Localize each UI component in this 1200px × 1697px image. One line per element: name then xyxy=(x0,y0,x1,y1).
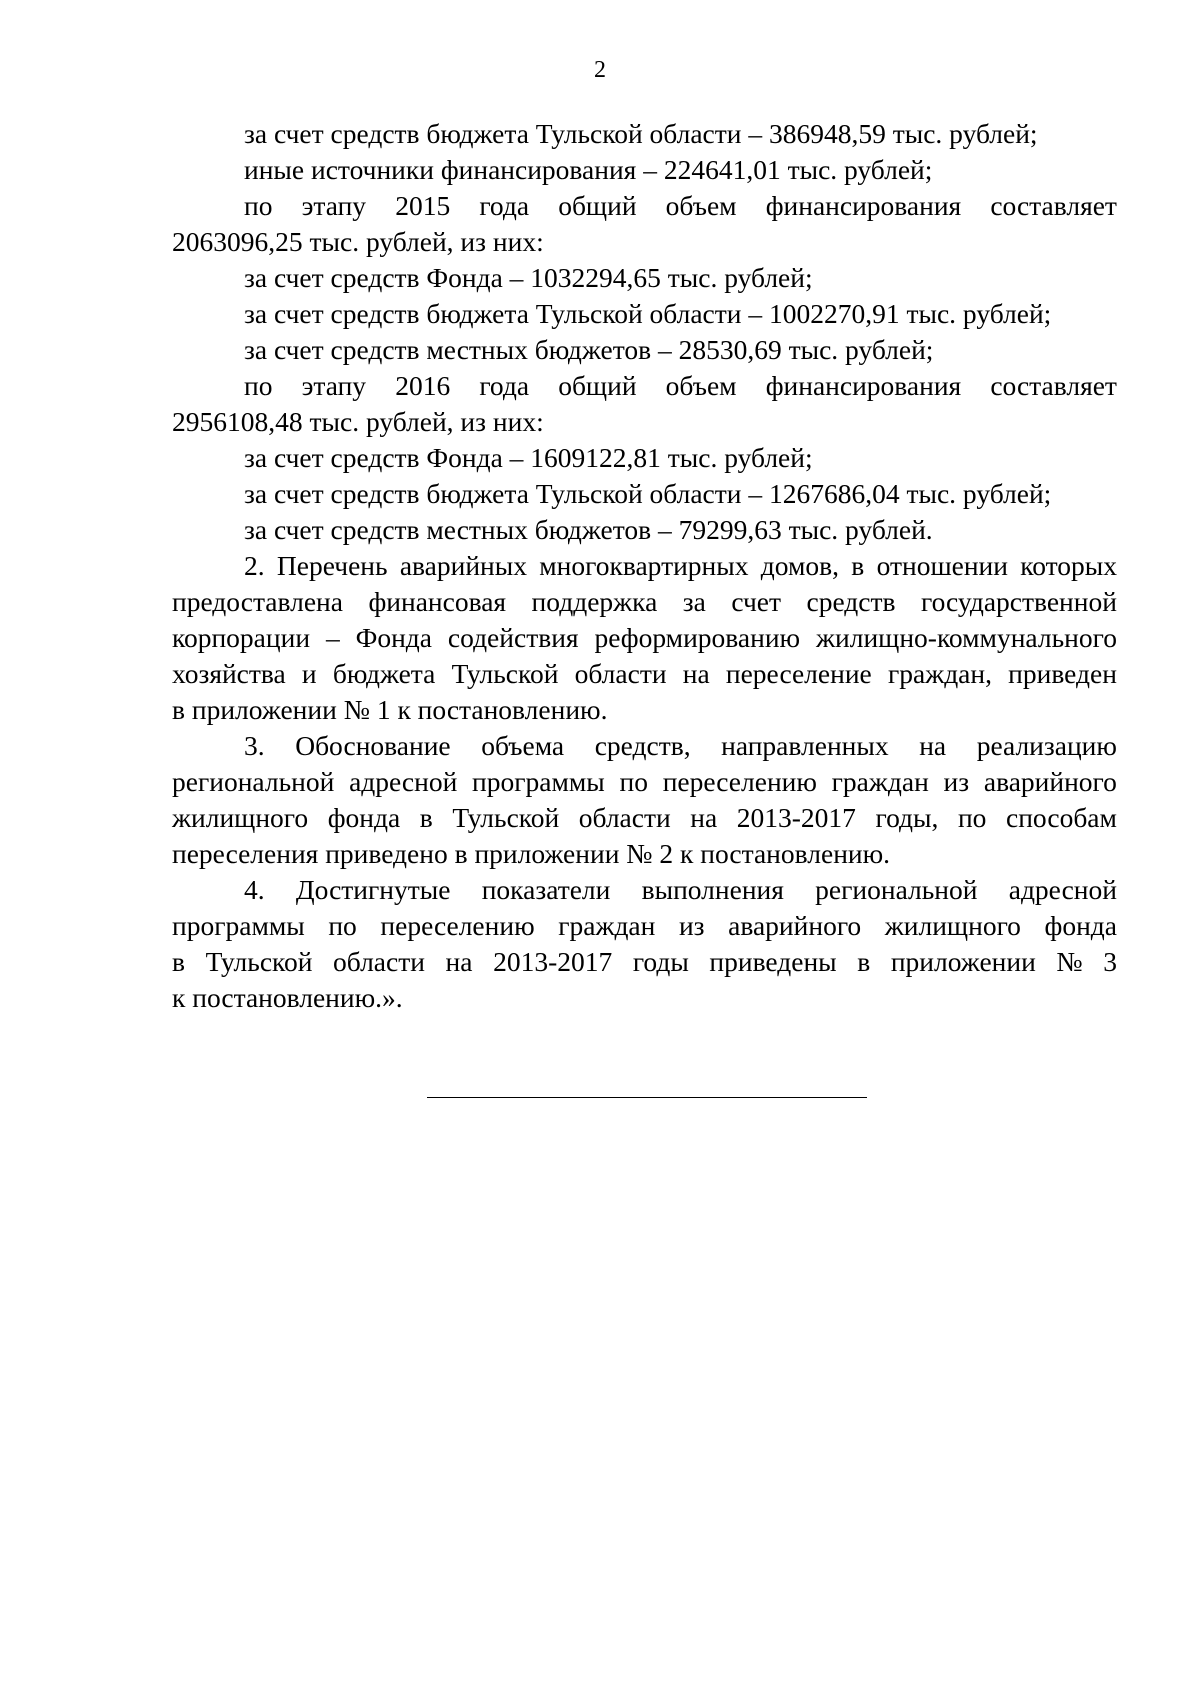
word: области xyxy=(574,658,667,689)
word: в xyxy=(419,802,433,833)
word: содействия xyxy=(447,622,579,653)
word: направленных xyxy=(721,730,889,761)
word: на xyxy=(919,730,947,761)
word: способам xyxy=(1006,802,1117,833)
text-line-justified xyxy=(172,368,1117,404)
word: на xyxy=(682,658,710,689)
word: 2013-2017 xyxy=(493,946,613,977)
word: граждан, xyxy=(887,658,992,689)
text-line-justified xyxy=(172,620,1117,656)
word: 2015 xyxy=(395,190,451,221)
word: по xyxy=(957,802,987,833)
word: отношении xyxy=(876,550,1008,581)
separator-line xyxy=(427,1097,867,1098)
word: корпорации xyxy=(172,622,311,653)
word: фонда xyxy=(1044,910,1117,941)
word: многоквартирных xyxy=(539,550,749,581)
word: Перечень xyxy=(276,550,388,581)
word: переселение xyxy=(725,658,872,689)
page-number: 2 xyxy=(594,57,606,83)
word: приложении xyxy=(890,946,1036,977)
word: и xyxy=(301,658,317,689)
word: выполнения xyxy=(641,874,784,905)
text-line: за счет средств бюджета Тульской области – 1002270,91 тыс. рублей; xyxy=(244,298,1052,329)
text-line: иные источники финансирования – 224641,01 тыс. рублей; xyxy=(244,154,933,185)
word: региональной xyxy=(815,874,978,905)
word: аварийного xyxy=(728,910,862,941)
word: составляет xyxy=(990,190,1117,221)
word: из xyxy=(678,910,705,941)
word: года xyxy=(479,190,530,221)
word: жилищно-коммунального xyxy=(816,622,1117,653)
text-line-justified xyxy=(172,764,1117,800)
word: объем xyxy=(665,190,737,221)
word: 2016 xyxy=(395,370,451,401)
word: адресной xyxy=(1008,874,1117,905)
word: средств xyxy=(806,586,896,617)
word: в xyxy=(857,946,871,977)
word: бюджета xyxy=(332,658,436,689)
word: финансирования xyxy=(765,190,962,221)
text-line-justified xyxy=(172,872,1117,908)
word: которых xyxy=(1020,550,1117,581)
word: предоставлена xyxy=(172,586,343,617)
text-line-justified xyxy=(172,188,1117,224)
word: жилищного xyxy=(884,910,1021,941)
word: приведены xyxy=(709,946,837,977)
word: аварийных xyxy=(399,550,527,581)
text-line-justified xyxy=(172,944,1117,980)
word: на xyxy=(690,802,718,833)
text-line: за счет средств Фонда – 1609122,81 тыс. рублей; xyxy=(244,442,813,473)
word: финансирования xyxy=(765,370,962,401)
word: переселению xyxy=(380,910,535,941)
word: из xyxy=(943,766,970,797)
word: поддержка xyxy=(531,586,658,617)
word: 2. xyxy=(244,550,265,581)
word: № xyxy=(1056,946,1083,977)
text-line: переселения приведено в приложении № 2 к постановлению. xyxy=(172,838,891,869)
document-body xyxy=(172,116,1117,1016)
word: годы xyxy=(632,946,689,977)
word: аварийного xyxy=(983,766,1117,797)
word: этапу xyxy=(301,370,367,401)
text-line: в приложении № 1 к постановлению. xyxy=(172,694,608,725)
word: граждан xyxy=(831,766,929,797)
text-line: за счет средств Фонда – 1032294,65 тыс. рублей; xyxy=(244,262,813,293)
word: фонда xyxy=(327,802,401,833)
word: общий xyxy=(558,370,637,401)
word: программы xyxy=(472,766,605,797)
text-line: к постановлению.». xyxy=(172,982,403,1013)
text-line: за счет средств бюджета Тульской области – 386948,59 тыс. рублей; xyxy=(244,118,1038,149)
word: по xyxy=(244,370,273,401)
word: государственной xyxy=(920,586,1117,617)
word: общий xyxy=(558,190,637,221)
word: в xyxy=(851,550,865,581)
word: реформированию xyxy=(594,622,801,653)
text-line-justified xyxy=(172,584,1117,620)
word: 3. xyxy=(244,730,265,761)
word: Тульской xyxy=(451,658,559,689)
text-line-justified xyxy=(172,728,1117,764)
word: годы, xyxy=(875,802,939,833)
word: региональной xyxy=(172,766,335,797)
text-line-justified xyxy=(172,908,1117,944)
word: адресной xyxy=(349,766,458,797)
word: 4. xyxy=(244,874,265,905)
word: домов, xyxy=(760,550,840,581)
word: средств, xyxy=(594,730,691,761)
word: реализацию xyxy=(976,730,1117,761)
text-line: за счет средств бюджета Тульской области – 1267686,04 тыс. рублей; xyxy=(244,478,1052,509)
word: переселению xyxy=(662,766,817,797)
text-line-justified xyxy=(172,548,1117,584)
word: финансовая xyxy=(368,586,507,617)
word: хозяйства xyxy=(172,658,286,689)
word: этапу xyxy=(301,190,367,221)
word: жилищного xyxy=(172,802,309,833)
text-line-justified xyxy=(172,800,1117,836)
word: на xyxy=(445,946,473,977)
word: показатели xyxy=(481,874,611,905)
word: в xyxy=(172,946,185,977)
word: граждан xyxy=(558,910,656,941)
word: Достигнутые xyxy=(295,874,451,905)
text-line: за счет средств местных бюджетов – 79299,63 тыс. рублей. xyxy=(244,514,933,545)
word: по xyxy=(619,766,648,797)
word: объем xyxy=(665,370,737,401)
text-line-justified xyxy=(172,656,1117,692)
word: Обоснование xyxy=(295,730,451,761)
word: – xyxy=(325,622,340,653)
word: по xyxy=(328,910,357,941)
word: приведен xyxy=(1008,658,1117,689)
word: 2013-2017 xyxy=(736,802,856,833)
word: года xyxy=(479,370,530,401)
word: области xyxy=(578,802,671,833)
word: по xyxy=(244,190,273,221)
word: счет xyxy=(731,586,782,617)
word: объема xyxy=(481,730,565,761)
word: Тульской xyxy=(452,802,560,833)
text-line: за счет средств местных бюджетов – 28530,69 тыс. рублей; xyxy=(244,334,934,365)
word: области xyxy=(333,946,425,977)
word: Фонда xyxy=(355,622,432,653)
word: Тульской xyxy=(205,946,313,977)
text-line: 2956108,48 тыс. рублей, из них: xyxy=(172,406,544,437)
text-line: 2063096,25 тыс. рублей, из них: xyxy=(172,226,544,257)
word: за xyxy=(682,586,706,617)
word: программы xyxy=(172,910,305,941)
word: составляет xyxy=(990,370,1117,401)
word: 3 xyxy=(1103,946,1117,977)
